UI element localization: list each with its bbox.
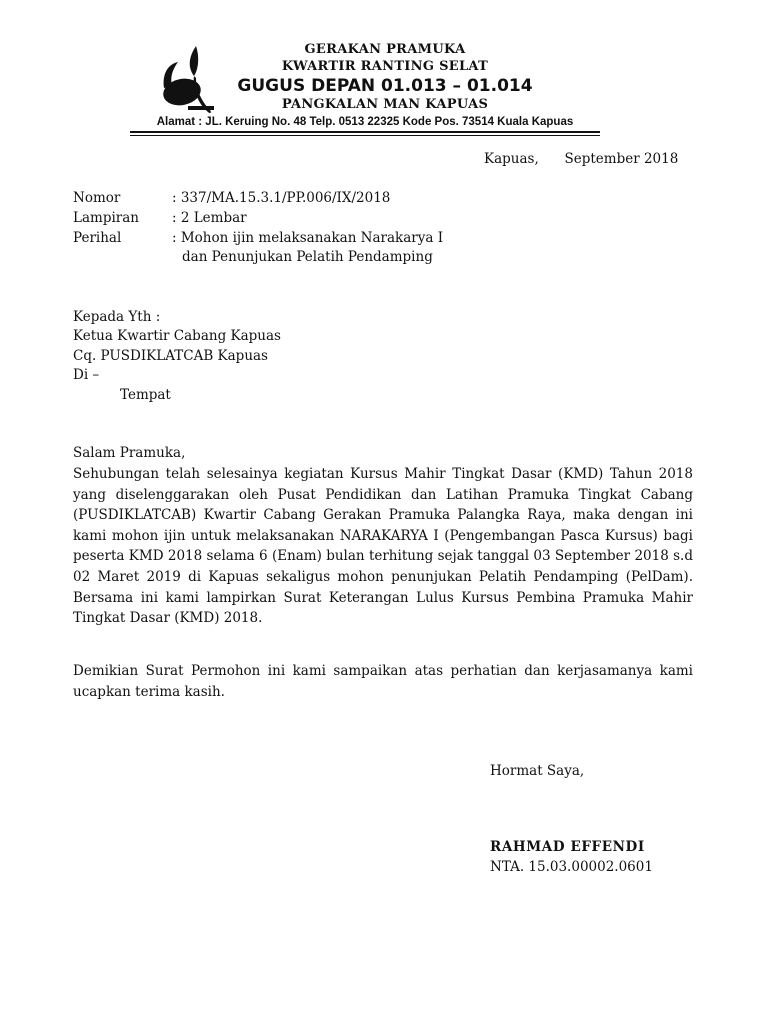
perihal-value-line1: : Mohon ijin melaksanakan Narakarya I: [172, 230, 444, 246]
letterhead-divider-thin: [130, 135, 600, 136]
signer-nta: NTA. 15.03.00002.0601: [490, 859, 653, 875]
gugus-depan: GUGUS DEPAN 01.013 – 01.014: [237, 76, 533, 96]
org-name: GERAKAN PRAMUKA: [304, 42, 466, 57]
signature-salutation: Hormat Saya,: [490, 763, 585, 779]
perihal-label: Perihal: [73, 230, 122, 246]
nomor-value: : 337/MA.15.3.1/PP.006/IX/2018: [172, 190, 391, 206]
signer-name: RAHMAD EFFENDI: [490, 839, 645, 855]
perihal-value-line2: dan Penunjukan Pelatih Pendamping: [182, 249, 433, 265]
recipient-line1: Kepada Yth :: [73, 309, 161, 325]
letterhead-divider: [130, 131, 600, 133]
lampiran-label: Lampiran: [73, 210, 139, 226]
recipient-line3: Cq. PUSDIKLATCAB Kapuas: [73, 348, 268, 364]
nomor-label: Nomor: [73, 190, 121, 206]
greeting: Salam Pramuka,: [73, 445, 186, 461]
tunas-kelapa-icon: [158, 44, 222, 120]
pangkalan-name: PANGKALAN MAN KAPUAS: [281, 97, 489, 112]
closing-paragraph: Demikian Surat Permohon ini kami sampaikan atas perhatian dan kerjasamanya kami ucapkan terima kasih.: [73, 663, 693, 700]
address-line: Alamat : JL. Keruing No. 48 Telp. 0513 22325 Kode Pos. 73514 Kuala Kapuas: [156, 116, 574, 128]
lampiran-value: : 2 Lembar: [172, 210, 247, 226]
date-place: Kapuas, September 2018: [484, 151, 679, 167]
body-paragraph: Sehubungan telah selesainya kegiatan Kursus Mahir Tingkat Dasar (KMD) Tahun 2018 yang diselenggarakan oleh Pusat Pendidikan dan Latihan Pramuka Tingkat Cabang (PUSDIKLATCAB) Kwartir Cabang Gerakan Pramuka Palangka Raya, maka dengan ini kami mohon ijin untuk melaksanakan NARAKARYA I (Pengembangan Pasca Kursus) bagi peserta KMD 2018 selama 6 (Enam) bulan terhitung sejak tanggal 03 September 2018 s.d 02 Maret 2019 di Kapuas sekaligus mohon penunjukan Pelatih Pendamping (PelDam). Bersama ini kami lampirkan Surat Keterangan Lulus Kursus Pembina Pramuka Mahir Tingkat Dasar (KMD) 2018.: [73, 466, 693, 627]
kwartir-name: KWARTIR RANTING SELAT: [281, 59, 489, 74]
recipient-line5: Tempat: [120, 387, 171, 403]
recipient-line4: Di –: [73, 367, 100, 383]
recipient-line2: Ketua Kwartir Cabang Kapuas: [73, 328, 281, 344]
